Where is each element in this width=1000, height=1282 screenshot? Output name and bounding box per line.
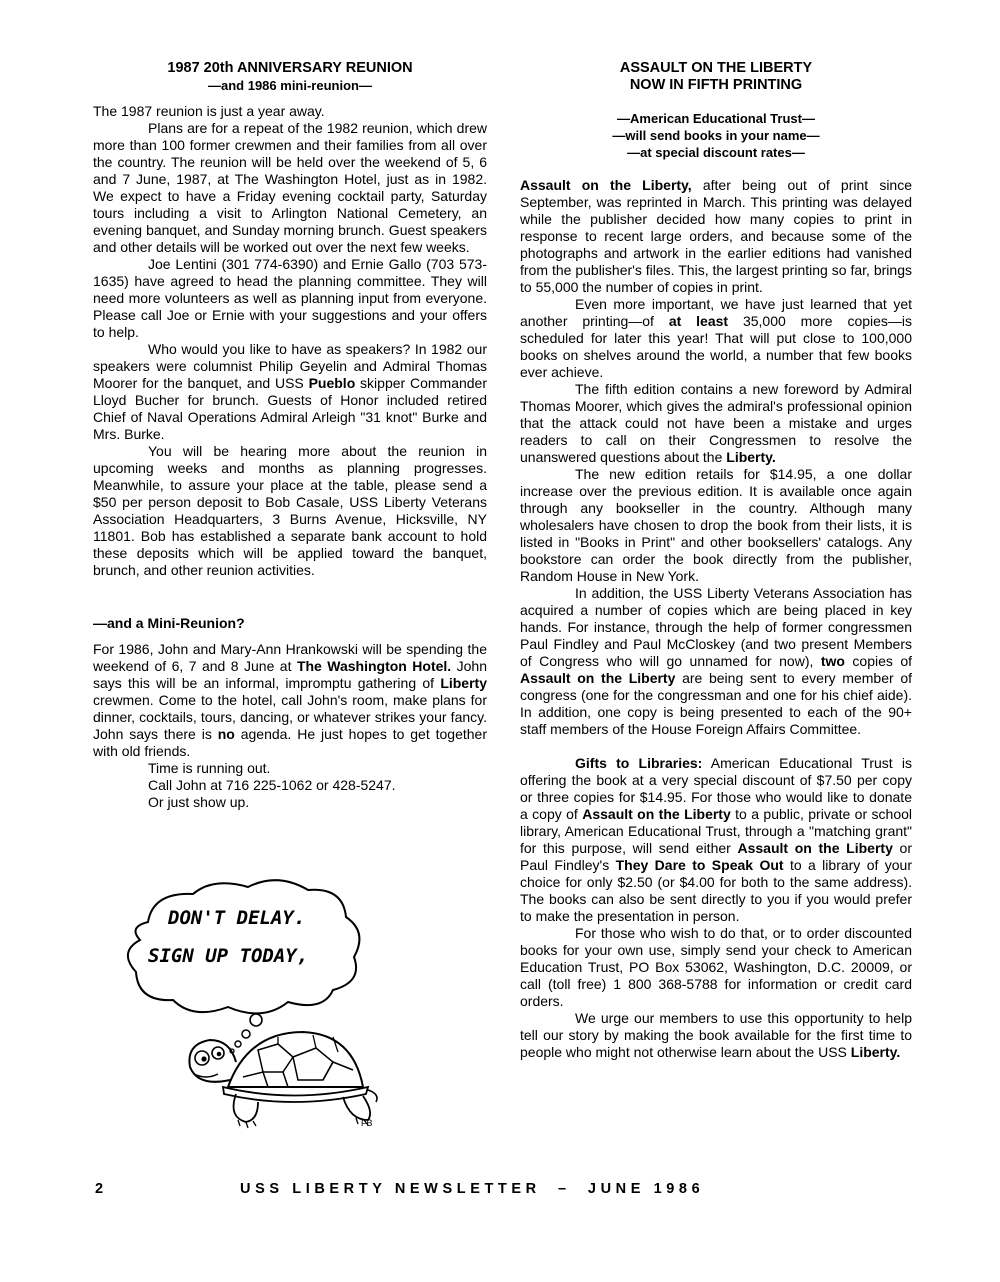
left-column bbox=[93, 60, 487, 811]
reunion-intro: The 1987 reunion is just a year away. bbox=[93, 103, 325, 119]
mini-reunion-heading: —and a Mini-Reunion? bbox=[93, 615, 245, 631]
cartoon-text-line2: SIGN UP TODAY, bbox=[148, 945, 309, 967]
reunion-subtitle: —and 1986 mini-reunion— bbox=[208, 78, 372, 93]
page-number: 2 bbox=[95, 1181, 104, 1197]
reunion-speakers-paragraph: Who would you like to have as speakers? In 1982 our speakers were columnist Philip Geyelin and Admiral Thomas Moorer for the banquet, and USS Pueblo skipper Commander Lloyd Bucher for brunch. Guests of Honor included retired Chief of Naval Operations Admiral Arleigh "31 knot" Burke and Mrs. Burke. bbox=[93, 341, 488, 442]
assault-subtitle-3: —at special discount rates— bbox=[627, 145, 805, 160]
assault-reprint-paragraph: Assault on the Liberty, after being out of print since September, was reprinted in March. This printing was delayed while the publisher decided how many copies to print in response to recent large orders, and because some of the photographs and artwork in the earlier editions had vanished from the publisher's files. This, the largest printing so far, brings to 55,000 the number of copies in print. bbox=[520, 177, 912, 295]
assault-title-line2: NOW IN FIFTH PRINTING bbox=[629, 77, 803, 93]
right-column bbox=[520, 60, 912, 1061]
reunion-deposit-paragraph: You will be hearing more about the reunion in upcoming weeks and months as planning progresses. Meanwhile, to assure your place at the table, please send a $50 per person deposit to Bob Casale, USS Liberty Veterans Association Headquarters, 3 Burns Avenue, Hicksville, NY 11801. Bob has established a separate bank account to hold these deposits which will be applied toward the banquet, brunch, and other reunion activities. bbox=[93, 443, 487, 578]
turtle-cartoon-icon bbox=[118, 872, 388, 1142]
artist-initials: FB bbox=[361, 1118, 373, 1128]
gifts-to-libraries-paragraph: Gifts to Libraries: American Educational Trust is offering the book at a very special discount of $7.50 per copy or three copies for $14.95. For those who would like to donate a copy of Assault on the Liberty to a public, private or school library, American Educational Trust, through a "matching grant" for this purpose, will send either Assault on the Liberty or Paul Findley's They Dare to Speak Out to a library of your choice for only $2.50 (or $4.00 for both to the same address). The books can also be sent directly to you if you would prefer to make the presentation in person. bbox=[520, 755, 913, 924]
page-footer bbox=[95, 1181, 915, 1201]
assault-subtitle-2: —will send books in your name— bbox=[612, 128, 820, 143]
assault-next-printing-paragraph: Even more important, we have just learned that yet another printing—of at least 35,000 more copies—is scheduled for later this year! That will put close to 100,000 books on shelves around the world, a number that few books ever achieve. bbox=[520, 296, 913, 380]
closing-line-time: Time is running out. bbox=[148, 760, 271, 776]
mini-reunion-paragraph: For 1986, John and Mary-Ann Hrankowski will be spending the weekend of 6, 7 and 8 June at The Washington Hotel. John says this will be an informal, impromptu gathering of Liberty crewmen. Come to the hotel, call John's room, make plans for dinner, cocktails, tours, dancing, or whatever strikes your fancy. John says there is no agenda. He just hopes to get together with old friends. bbox=[93, 641, 487, 759]
assault-title-line1: ASSAULT ON THE LIBERTY bbox=[619, 60, 813, 76]
closing-appeal-paragraph: We urge our members to use this opportunity to help tell our story by making the book available for the first time to people who might not otherwise learn about the USS Liberty. bbox=[520, 1010, 912, 1060]
assault-foreword-paragraph: The fifth edition contains a new foreword by Admiral Thomas Moorer, which gives the admiral's professional opinion that the attack could not have been a mistake and urges readers to call on their Congressmen to resolve the unanswered questions about the Liberty. bbox=[520, 381, 912, 465]
order-info-paragraph: For those who wish to do that, or to order discounted books for your own use, simply send your check to American Education Trust, PO Box 53062, Washington, D.C. 20009, or call (toll free) 1 800 368-5788 for information or credit card orders. bbox=[520, 925, 912, 1009]
closing-line-show-up: Or just show up. bbox=[148, 794, 250, 810]
reunion-committee-paragraph: Joe Lentini (301 774-6390) and Ernie Gallo (703 573-1635) have agreed to head the planning committee. They will need more volunteers as well as planning input from everyone. Please call Joe or Ernie with your suggestions and your offers to help. bbox=[93, 256, 487, 340]
assault-congress-paragraph: In addition, the USS Liberty Veterans Association has acquired a number of copies which are being placed in key hands. For instance, through the help of former congressmen Paul Findley and Paul McCloskey (and two present Members of Congress who will go unnamed for now), two copies of Assault on the Liberty are being sent to every member of congress (one for the congressman and one for his chief aide). In addition, one copy is being presented to each of the 90+ staff members of the House Foreign Affairs Committee. bbox=[520, 585, 913, 737]
newsletter-title: USS LIBERTY NEWSLETTER – JUNE 1986 bbox=[240, 1181, 705, 1197]
reunion-title: 1987 20th ANNIVERSARY REUNION bbox=[167, 60, 413, 76]
cartoon-text-line1: DON'T DELAY. bbox=[168, 907, 306, 929]
assault-subtitle-1: —American Educational Trust— bbox=[617, 111, 815, 126]
closing-line-call: Call John at 716 225-1062 or 428-5247. bbox=[148, 777, 396, 793]
assault-price-paragraph: The new edition retails for $14.95, a one dollar increase over the previous edition. It is available once again through any bookseller in the country. Although many wholesalers have chosen to drop the book from their lists, it is listed in "Books in Print" and other booksellers' catalogs. Any bookstore can order the book directly from the publisher, Random House in New York. bbox=[520, 466, 912, 584]
reunion-plans-paragraph: Plans are for a repeat of the 1982 reunion, which drew more than 100 former crewmen and their families from all over the country. The reunion will be held over the weekend of 5, 6 and 7 June, 1987, at The Washington Hotel, just as in 1982. We expect to have a Friday evening cocktail party, Saturday tours including a visit to Arlington National Cemetery, an evening banquet, and Sunday morning brunch. Guest speakers and other details will be worked out over the next few weeks. bbox=[93, 120, 487, 255]
